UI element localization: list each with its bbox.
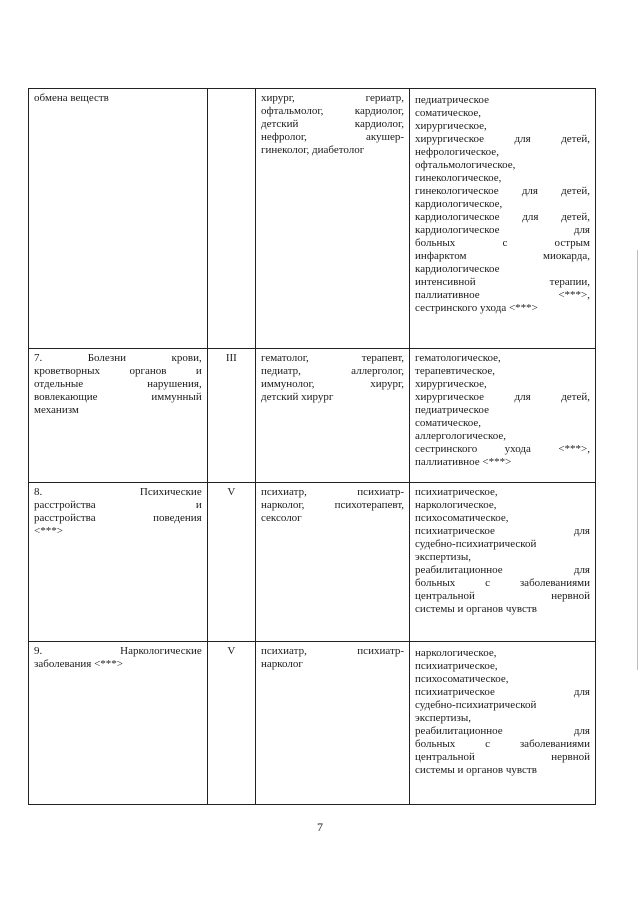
profiles-cell bbox=[410, 89, 596, 349]
text-line: психосоматическое, bbox=[415, 673, 509, 685]
specialists-cell bbox=[255, 349, 409, 483]
text-line: сестринского ухода <***> bbox=[415, 302, 538, 314]
disease-cell bbox=[29, 483, 208, 642]
text-line: психиатр, психиатр- bbox=[260, 486, 405, 498]
text-line: нефрологическое, bbox=[415, 146, 499, 158]
profiles-text bbox=[415, 352, 590, 469]
text-line: наркологическое, bbox=[415, 499, 497, 511]
text-line: паллиативное <***>, bbox=[415, 289, 590, 301]
text-line: расстройства поведения bbox=[34, 512, 202, 524]
text-line: педиатрическое bbox=[415, 404, 489, 416]
text-line: заболевания <***> bbox=[34, 658, 123, 670]
text-line: хирургическое, bbox=[415, 120, 487, 132]
text-line: системы и органов чувств bbox=[415, 764, 537, 776]
table-row bbox=[29, 349, 596, 483]
text-line: интенсивной терапии, bbox=[415, 276, 590, 288]
text-line: кардиологическое для детей, bbox=[415, 211, 590, 223]
text-line: соматическое, bbox=[415, 417, 482, 429]
text-line: нарколог bbox=[260, 658, 303, 670]
disease-cell bbox=[29, 642, 208, 805]
text-line: детский хирург bbox=[260, 391, 334, 403]
text-line: психиатрическое для bbox=[415, 686, 590, 698]
text-line: соматическое, bbox=[415, 107, 482, 119]
text-line: кардиологическое для bbox=[415, 224, 590, 236]
text-line: больных с острым bbox=[415, 237, 590, 249]
specialists-cell bbox=[255, 642, 409, 805]
profiles-text bbox=[415, 486, 590, 616]
text-line: обмена веществ bbox=[34, 92, 109, 104]
text-line: нарколог, психотерапевт, bbox=[260, 499, 405, 511]
disease-text bbox=[34, 352, 202, 417]
text-line: <***> bbox=[34, 525, 63, 537]
level-value: V bbox=[227, 486, 236, 498]
table-row bbox=[29, 642, 596, 805]
text-line: детский кардиолог, bbox=[260, 118, 405, 130]
disease-cell bbox=[29, 349, 208, 483]
text-line: психиатрическое, bbox=[415, 660, 498, 672]
level-cell bbox=[207, 483, 255, 642]
text-line: иммунолог, хирург, bbox=[260, 378, 405, 390]
text-line: инфарктом миокарда, bbox=[415, 250, 590, 262]
text-line: судебно-психиатрической bbox=[415, 699, 537, 711]
text-line: аллергологическое, bbox=[415, 430, 506, 442]
profiles-cell bbox=[410, 483, 596, 642]
text-line: экспертизы, bbox=[415, 712, 472, 724]
text-line: больных с заболеваниями bbox=[415, 738, 590, 750]
text-line: психосоматическое, bbox=[415, 512, 509, 524]
specialists-text bbox=[261, 352, 404, 404]
text-line: терапевтическое, bbox=[415, 365, 495, 377]
text-line: расстройства и bbox=[34, 499, 202, 511]
specialists-text bbox=[261, 486, 404, 525]
disease-cell bbox=[29, 89, 208, 349]
profiles-text bbox=[415, 94, 590, 315]
care-profile-table bbox=[28, 88, 596, 805]
text-line: судебно-психиатрической bbox=[415, 538, 537, 550]
text-line: психиатр, психиатр- bbox=[260, 645, 405, 657]
text-line: офтальмолог, кардиолог, bbox=[260, 105, 405, 117]
disease-text bbox=[34, 92, 202, 105]
level-value: V bbox=[227, 645, 236, 657]
text-line: экспертизы, bbox=[415, 551, 472, 563]
text-line: гематолог, терапевт, bbox=[260, 352, 405, 364]
text-line: хирург, гериатр, bbox=[260, 92, 405, 104]
text-line: 9. Наркологические bbox=[34, 645, 202, 657]
specialists-text bbox=[261, 92, 404, 157]
level-cell bbox=[207, 349, 255, 483]
text-line: системы и органов чувств bbox=[415, 603, 537, 615]
text-line: психиатрическое для bbox=[415, 525, 590, 537]
profiles-text bbox=[415, 647, 590, 777]
text-line: хирургическое для детей, bbox=[415, 133, 590, 145]
text-line: педиатр, аллерголог, bbox=[260, 365, 405, 377]
text-line: кардиологическое, bbox=[415, 198, 503, 210]
text-line: нефролог, акушер- bbox=[260, 131, 405, 143]
table-row bbox=[29, 89, 596, 349]
text-line: вовлекающие иммунный bbox=[34, 391, 202, 403]
profiles-cell bbox=[410, 642, 596, 805]
specialists-cell bbox=[255, 89, 409, 349]
disease-text bbox=[34, 486, 202, 538]
text-line: хирургическое для детей, bbox=[415, 391, 590, 403]
text-line: наркологическое, bbox=[415, 647, 497, 659]
text-line: сексолог bbox=[260, 512, 302, 524]
text-line: отдельные нарушения, bbox=[34, 378, 202, 390]
disease-text bbox=[34, 645, 202, 671]
text-line: реабилитационное для bbox=[415, 725, 590, 737]
text-line: сестринского ухода <***>, bbox=[415, 443, 590, 455]
text-line: гематологическое, bbox=[415, 352, 501, 364]
text-line: психиатрическое, bbox=[415, 486, 498, 498]
text-line: механизм bbox=[34, 404, 79, 416]
text-line: кардиологическое bbox=[415, 263, 500, 275]
text-line: кроветворных органов и bbox=[34, 365, 202, 377]
specialists-cell bbox=[255, 483, 409, 642]
text-line: офтальмологическое, bbox=[415, 159, 516, 171]
text-line: гинеколог, диабетолог bbox=[260, 144, 365, 156]
text-line: педиатрическое bbox=[415, 94, 489, 106]
text-line: центральной нервной bbox=[415, 751, 590, 763]
page-number: 7 bbox=[317, 820, 323, 834]
level-cell bbox=[207, 89, 255, 349]
text-line: гинекологическое, bbox=[415, 172, 502, 184]
page-edge-shadow bbox=[637, 250, 638, 670]
text-line: центральной нервной bbox=[415, 590, 590, 602]
text-line: 8. Психические bbox=[34, 486, 202, 498]
specialists-text bbox=[261, 645, 404, 671]
text-line: 7. Болезни крови, bbox=[34, 352, 202, 364]
text-line: гинекологическое для детей, bbox=[415, 185, 590, 197]
level-value: III bbox=[225, 352, 237, 364]
text-line: паллиативное <***> bbox=[415, 456, 512, 468]
table-row bbox=[29, 483, 596, 642]
text-line: хирургическое, bbox=[415, 378, 487, 390]
text-line: реабилитационное для bbox=[415, 564, 590, 576]
profiles-cell bbox=[410, 349, 596, 483]
level-cell bbox=[207, 642, 255, 805]
text-line: больных с заболеваниями bbox=[415, 577, 590, 589]
